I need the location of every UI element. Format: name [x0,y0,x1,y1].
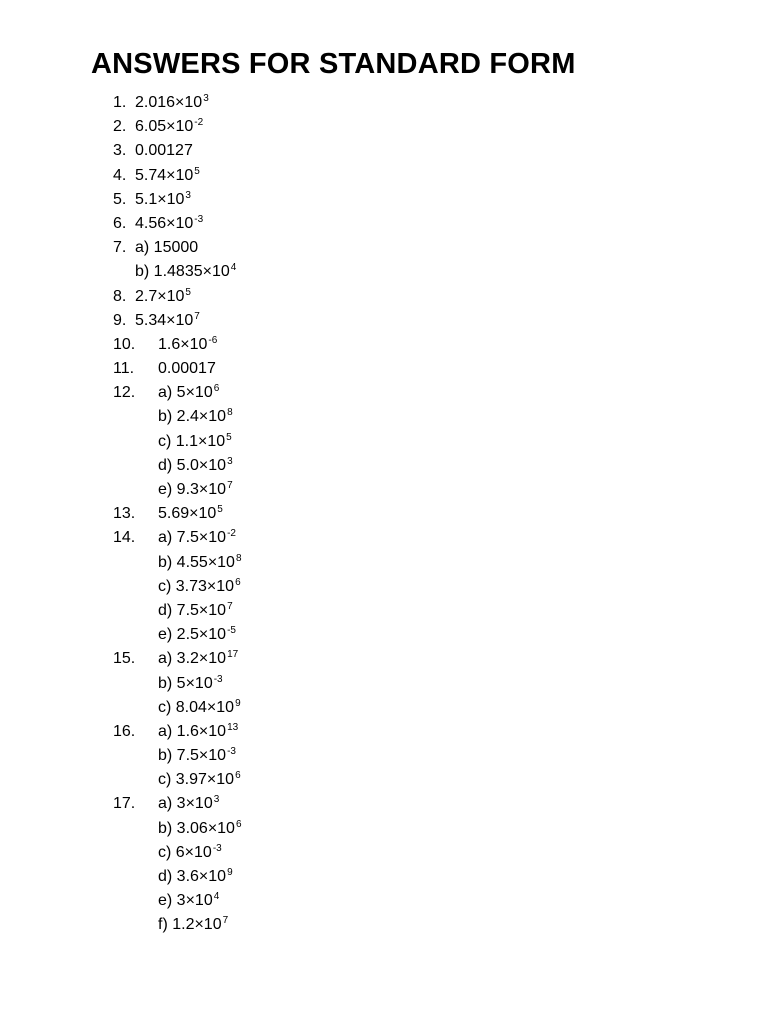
answer-value [135,139,193,163]
answer-text: 5.69×10 [158,505,217,523]
answer-text: d) 7.5×10 [158,601,227,619]
answer-item [113,647,613,671]
answer-exponent: 8 [235,552,242,564]
answer-exponent: -3 [212,842,222,854]
answer-exponent: 7 [227,600,233,612]
answer-text: e) 2.5×10 [158,626,227,644]
answer-list [113,91,613,938]
answer-subpart [113,623,613,647]
answer-subpart [113,841,613,865]
answer-exponent: 3 [203,93,209,104]
answer-value [158,430,232,456]
answer-exponent: 9 [235,697,241,709]
answer-exponent: -2 [227,528,236,540]
answer-item [113,720,613,744]
answer-number: 7. [113,239,127,257]
answer-subpart [113,575,613,599]
answer-exponent: 4 [213,891,220,903]
answer-text: 1.6×10 [158,335,208,353]
answer-value [158,647,238,673]
answer-value [135,236,198,260]
answer-subpart [113,405,613,429]
answer-number: 6. [113,214,127,232]
answer-exponent: 17 [227,649,239,661]
answer-number: 8. [113,287,127,305]
answer-exponent: 3 [185,189,191,201]
answer-item [113,792,613,816]
answer-number: 12. [113,384,136,402]
answer-text: e) 9.3×10 [158,481,227,498]
answer-value [158,381,219,407]
answer-text: 2.016×10 [135,94,203,111]
answer-exponent: 5 [185,286,191,298]
answer-value [135,285,191,311]
answer-value [158,817,242,843]
answer-subpart [113,744,613,768]
answer-exponent: 8 [227,407,233,419]
answer-value [158,599,233,625]
answer-text: c) 6×10 [158,843,212,861]
answer-value [135,115,203,141]
answer-exponent: -3 [227,746,236,758]
answer-value [158,623,236,649]
answer-item [113,188,613,212]
answer-number: 10. [113,335,136,353]
answer-subpart [113,696,613,720]
answer-text: 0.00127 [135,142,193,160]
answer-subpart [113,889,613,913]
answer-text: a) 3×10 [158,795,213,813]
answer-number: 4. [113,166,127,184]
answer-number: 11. [113,360,135,378]
answer-value [158,333,217,359]
answer-value [158,357,216,381]
answer-value [158,841,222,867]
answer-item [113,357,613,381]
answer-text: 5.1×10 [135,190,185,208]
answer-value [158,865,233,891]
answer-exponent: 5 [194,165,200,177]
answer-value [135,188,191,214]
answer-value [158,720,238,746]
answer-exponent: 13 [227,721,239,733]
answer-value [135,212,203,238]
answer-text: d) 3.6×10 [158,868,227,885]
answer-subpart [113,454,613,478]
answer-exponent: -3 [213,673,223,685]
answer-value [158,768,241,794]
answer-text: c) 8.04×10 [158,698,235,716]
answer-text: 5.34×10 [135,311,194,329]
answer-item [113,309,613,333]
answer-text: 4.56×10 [135,214,194,232]
answer-item [113,526,613,550]
answer-text: 2.7×10 [135,287,185,305]
answer-text: a) 15000 [135,239,199,257]
answer-exponent: 6 [235,576,241,588]
answer-item [113,333,613,357]
answer-text: b) 7.5×10 [158,747,227,765]
answer-subpart [113,599,613,623]
answer-value [158,454,233,480]
answer-number: 5. [113,190,127,208]
answer-value [158,478,233,504]
answer-item [113,236,613,260]
answer-value [158,526,236,552]
answer-text: b) 5×10 [158,674,213,692]
answer-subpart [113,478,613,502]
answer-item [113,381,613,405]
answer-subpart [113,551,613,575]
answer-value [158,405,233,431]
answer-exponent: 6 [213,383,220,395]
answer-text: b) 3.06×10 [158,819,235,837]
answer-exponent: 6 [235,770,241,782]
answer-text: a) 1.6×10 [158,722,227,740]
answer-number: 1. [113,94,127,111]
answer-subpart [113,865,613,889]
answer-number: 16. [113,722,136,740]
answer-number: 3. [113,142,127,160]
answer-exponent: 7 [227,480,233,491]
answer-text: 0.00017 [158,360,216,378]
answer-exponent: 5 [217,504,223,516]
answer-value [158,502,223,528]
answer-number: 15. [113,650,136,668]
answer-value [135,309,200,335]
answer-item [113,91,613,115]
answer-value [158,551,242,577]
answer-item [113,115,613,139]
answer-exponent: 9 [227,867,233,878]
answer-number: 13. [113,505,136,523]
answer-exponent: -6 [208,334,218,346]
answer-exponent: 3 [213,794,220,806]
answer-value [135,164,200,190]
answer-text: b) 1.4835×10 [135,263,230,281]
answer-value [135,91,209,117]
answer-number: 2. [113,118,127,136]
answer-exponent: -2 [194,117,204,129]
answer-exponent: -3 [194,213,204,225]
answer-subpart [113,768,613,792]
answer-exponent: 4 [230,262,237,274]
answer-text: f) 1.2×10 [158,916,222,934]
answer-exponent: 3 [227,455,233,467]
answer-subpart [113,260,613,284]
answer-item [113,285,613,309]
answer-text: b) 2.4×10 [158,408,227,426]
answer-text: 5.74×10 [135,166,194,184]
answer-value [158,792,219,818]
answer-text: a) 5×10 [158,384,213,402]
answer-text: c) 3.73×10 [158,577,235,595]
answer-value [158,744,236,770]
answer-text: b) 4.55×10 [158,553,235,571]
answer-subpart [113,430,613,454]
answer-value [158,696,241,722]
answer-number: 9. [113,311,127,329]
answer-item [113,139,613,163]
answer-value [158,575,241,601]
answer-value [158,672,223,698]
answer-number: 17. [113,795,136,813]
answer-exponent: 7 [222,915,229,927]
answer-subpart [113,817,613,841]
answer-exponent: -5 [227,625,236,637]
answer-item [113,212,613,236]
answer-value [158,889,219,915]
answer-exponent: 5 [226,431,232,443]
answer-text: 6.05×10 [135,118,194,136]
answer-text: c) 1.1×10 [158,432,226,450]
answer-text: e) 3×10 [158,892,213,910]
answer-number: 14. [113,529,136,547]
answer-text: a) 3.2×10 [158,650,227,668]
answer-value [135,260,236,286]
answer-item [113,164,613,188]
page-title: ANSWERS FOR STANDARD FORM [91,48,576,80]
answer-subpart [113,913,613,937]
answer-item [113,502,613,526]
answer-exponent: 6 [235,818,242,830]
answer-text: d) 5.0×10 [158,456,227,474]
answer-exponent: 7 [194,310,200,322]
answer-subpart [113,672,613,696]
answer-value [158,913,228,939]
answer-text: a) 7.5×10 [158,529,227,547]
answer-text: c) 3.97×10 [158,771,235,789]
